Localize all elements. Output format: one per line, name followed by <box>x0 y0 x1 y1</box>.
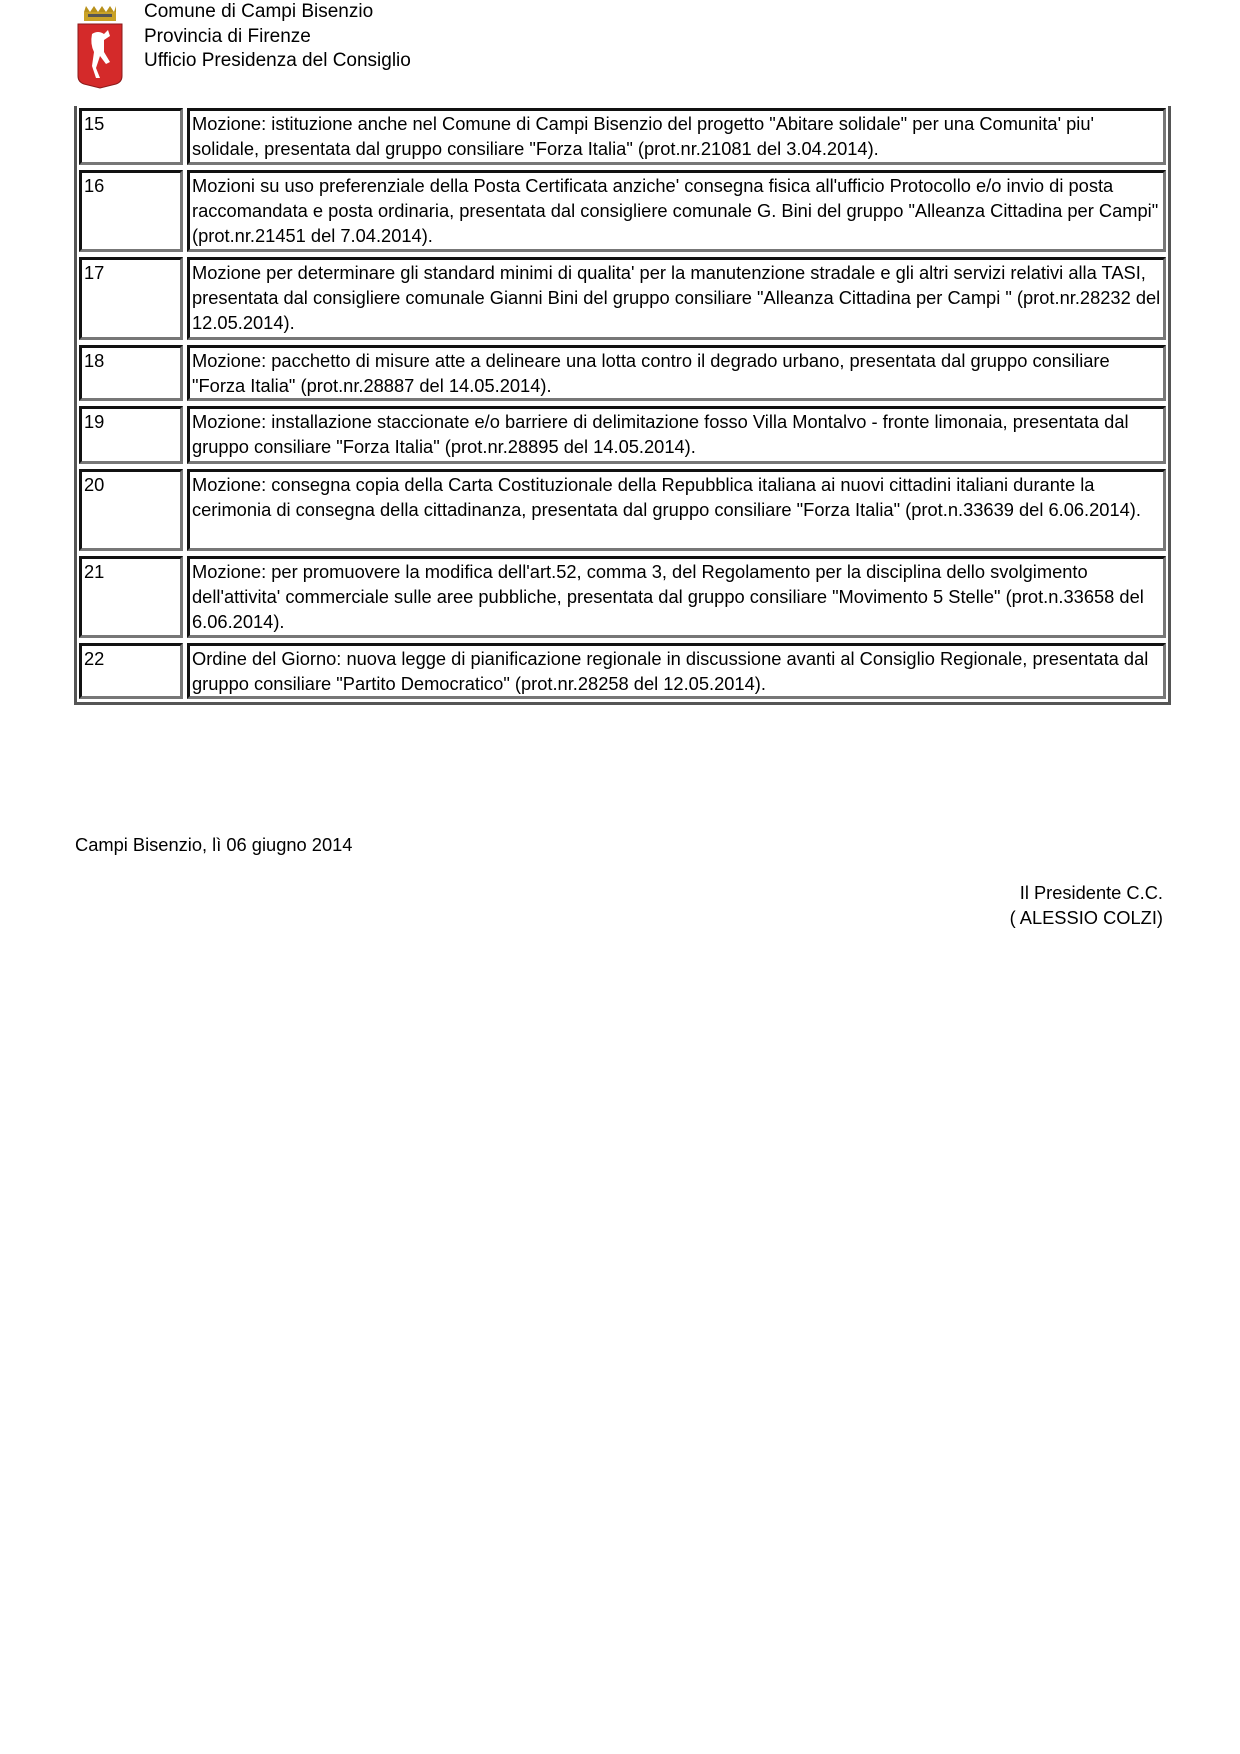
municipal-coat-of-arms-logo <box>74 4 126 90</box>
item-number: 20 <box>79 469 183 551</box>
item-description: Mozione: pacchetto di misure atte a delineare una lotta contro il degrado urbano, presentata dal gruppo consiliare "Forza Italia" (prot.nr.28887 del 14.05.2014). <box>187 345 1166 401</box>
municipality-name: Comune di Campi Bisenzio <box>144 1 374 22</box>
item-description: Mozioni su uso preferenziale della Posta Certificata anziche' consegna fisica all'ufficio Protocollo e/o invio di posta raccomandata e posta ordinaria, presentata dal consigliere comunale G. Bini del gruppo "Alleanza Cittadina per Campi" (prot.nr.21451 del 7.04.2014). <box>187 170 1166 252</box>
table-row <box>77 467 1168 554</box>
item-description: Mozione: per promuovere la modifica dell'art.52, comma 3, del Regolamento per la disciplina dello svolgimento dell'attivita' commerciale sulle aree pubbliche, presentata dal gruppo consiliare "Movimento 5 Stelle" (prot.n.33658 del 6.06.2014). <box>187 556 1166 638</box>
item-number: 17 <box>79 257 183 340</box>
table-row <box>77 255 1168 343</box>
item-description: Mozione per determinare gli standard minimi di qualita' per la manutenzione stradale e gli altri servizi relativi alla TASI, presentata dal consigliere comunale Gianni Bini del gruppo consiliare "Alleanza Cittadina per Campi " (prot.nr.28232 del 12.05.2014). <box>187 257 1166 340</box>
item-number: 15 <box>79 108 183 165</box>
table-row <box>77 641 1168 702</box>
item-number: 16 <box>79 170 183 252</box>
office-name: Ufficio Presidenza del Consiglio <box>144 50 411 71</box>
item-description: Mozione: consegna copia della Carta Costituzionale della Repubblica italiana ai nuovi cittadini italiani durante la cerimonia di consegna della cittadinanza, presentata dal gruppo consiliare "Forza Italia" (prot.n.33639 del 6.06.2014). <box>187 469 1166 551</box>
signer-title: Il Presidente C.C. <box>1019 882 1163 903</box>
item-number: 22 <box>79 643 183 699</box>
table-row <box>77 343 1168 404</box>
letterhead <box>144 0 411 74</box>
signer-name: ( ALESSIO COLZI) <box>1009 907 1163 928</box>
item-number: 21 <box>79 556 183 638</box>
item-number: 18 <box>79 345 183 401</box>
item-description: Ordine del Giorno: nuova legge di pianificazione regionale in discussione avanti al Consiglio Regionale, presentata dal gruppo consiliare "Partito Democratico" (prot.nr.28258 del 12.05.2014). <box>187 643 1166 699</box>
table-row <box>77 168 1168 255</box>
item-number: 19 <box>79 406 183 464</box>
table-row <box>77 106 1168 168</box>
signature-block <box>1010 880 1163 930</box>
item-description: Mozione: istituzione anche nel Comune di Campi Bisenzio del progetto "Abitare solidale" per una Comunita' piu' solidale, presentata dal gruppo consiliare "Forza Italia" (prot.nr.21081 del 3.04.2014). <box>187 108 1166 165</box>
agenda-table <box>74 106 1171 705</box>
place-and-date: Campi Bisenzio, lì 06 giugno 2014 <box>75 834 353 855</box>
table-row <box>77 404 1168 467</box>
crown-icon <box>84 6 116 21</box>
item-description: Mozione: installazione staccionate e/o barriere di delimitazione fosso Villa Montalvo - fronte limonaia, presentata dal gruppo consiliare "Forza Italia" (prot.nr.28895 del 14.05.2014). <box>187 406 1166 464</box>
table-row <box>77 554 1168 641</box>
province-name: Provincia di Firenze <box>144 25 311 47</box>
